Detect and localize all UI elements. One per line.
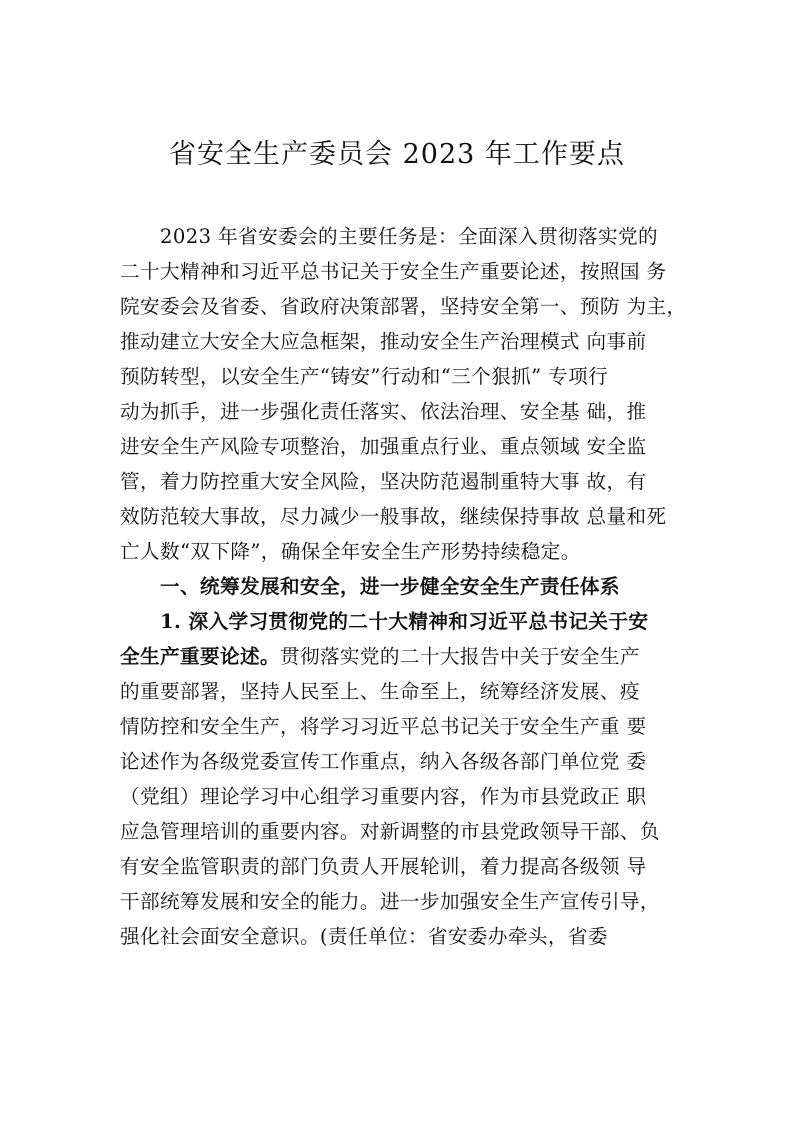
item-body-line: 有安全监管职责的部门负责人开展轮训，着力提高各级领 导: [120, 855, 647, 878]
item-body-text: 贯彻落实党的二十大报告中关于安全生产: [279, 645, 640, 668]
intro-line: 进安全生产风险专项整治，加强重点行业、重点领域 安全监: [120, 435, 647, 458]
intro-line: 二十大精神和习近平总书记关于安全生产重要论述，按照国 务: [120, 260, 667, 283]
item-body-line: 强化社会面安全意识。(责任单位：省安委办牵头，省委: [120, 925, 608, 948]
item-body-line: 应急管理培训的重要内容。对新调整的市县党政领导干部、负: [120, 820, 660, 843]
item-body-line: 的重要部署，坚持人民至上、生命至上，统筹经济发展、疫: [120, 680, 640, 703]
item-body-line: 情防控和安全生产，将学习习近平总书记关于安全生产重 要: [120, 715, 647, 738]
section-heading: 一、统筹发展和安全，进一步健全安全生产责任体系: [160, 575, 620, 598]
item-heading-tail: 全生产重要论述。: [120, 645, 280, 668]
item-mixed-line: [120, 643, 710, 671]
intro-line: 管，着力防控重大安全风险，坚决防范遏制重特大事 故，有: [120, 470, 647, 493]
item-body-line: 干部统筹发展和安全的能力。进一步加强安全生产宣传引导，: [120, 890, 660, 913]
item-body-line: （党组）理论学习中心组学习重要内容，作为市县党政正 职: [120, 785, 647, 808]
item-heading-line: 1. 深入学习贯彻党的二十大精神和习近平总书记关于安: [160, 610, 649, 633]
intro-line: 院安委会及省委、省政府决策部署，坚持安全第一、预防 为主，: [120, 295, 687, 318]
document-title: 省安全生产委员会 2023 年工作要点: [169, 139, 625, 170]
intro-line: 动为抓手，进一步强化责任落实、依法治理、安全基 础，推: [120, 400, 647, 423]
intro-line: 预防转型，以安全生产“铸安”行动和“三个狠抓” 专项行: [120, 365, 609, 388]
intro-line: 亡人数“双下降”，确保全年安全生产形势持续稳定。: [120, 540, 581, 563]
intro-line: 效防范较大事故，尽力减少一般事故，继续保持事故 总量和死: [120, 505, 667, 528]
intro-line: 推动建立大安全大应急框架，推动安全生产治理模式 向事前: [120, 330, 647, 353]
item-body-line: 论述作为各级党委宣传工作重点，纳入各级各部门单位党 委: [120, 750, 647, 773]
intro-line: 2023 年省安委会的主要任务是：全面深入贯彻落实党的: [160, 225, 658, 248]
